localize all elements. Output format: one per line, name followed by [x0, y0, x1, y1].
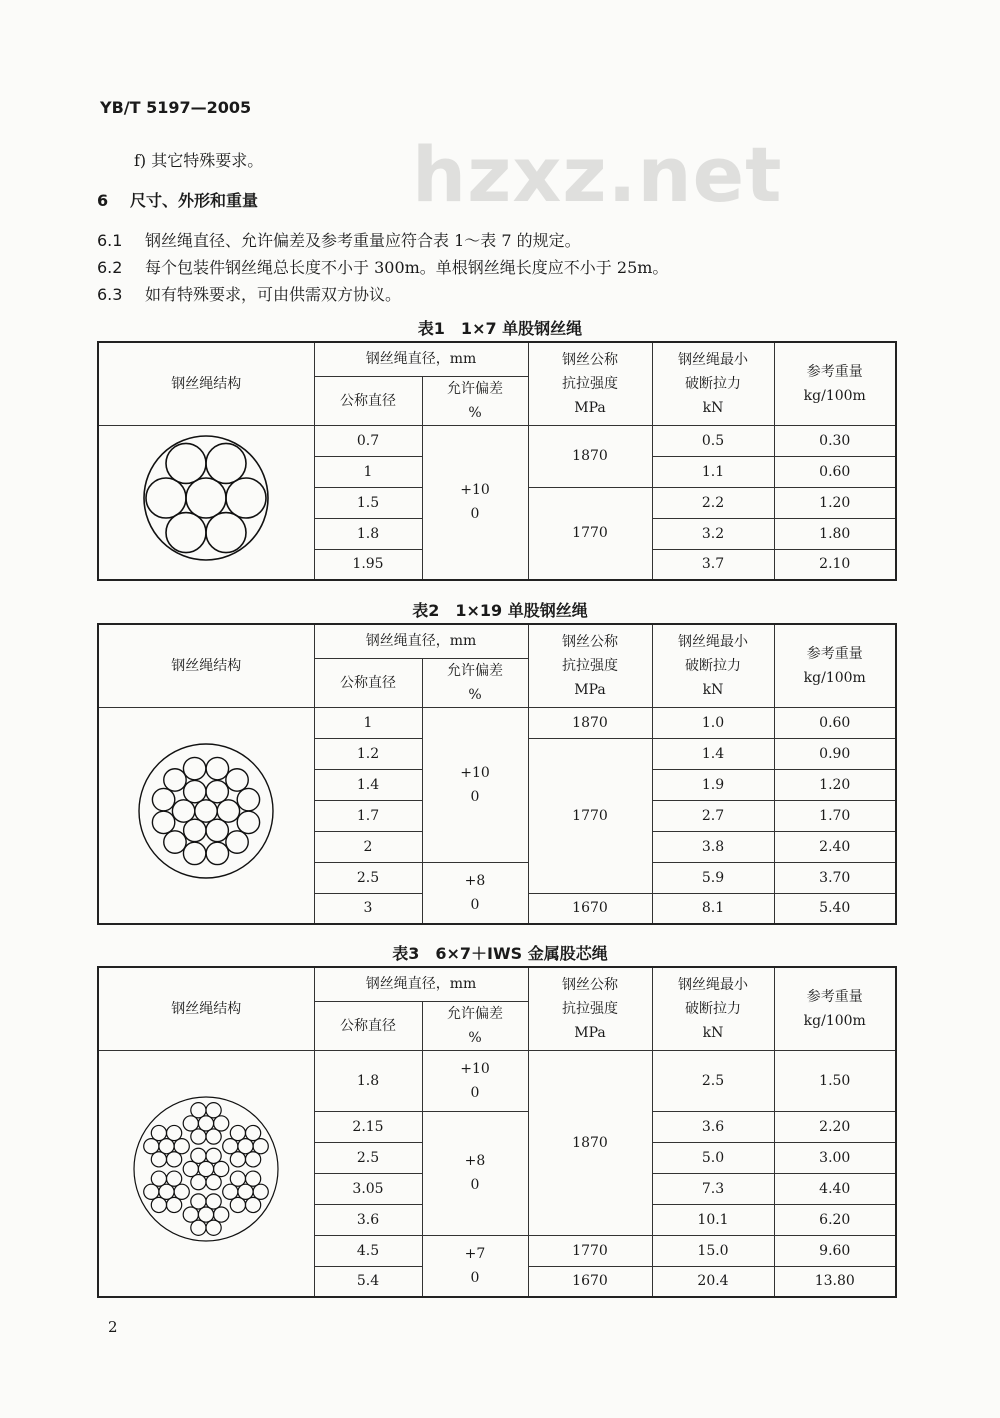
- table-cell: 3.7: [652, 549, 774, 580]
- wire: [206, 842, 228, 864]
- wire: [206, 781, 228, 803]
- wire: [153, 811, 175, 833]
- wire: [206, 1103, 221, 1118]
- table3: [97, 966, 897, 1298]
- table-cell: 1.7: [314, 800, 422, 831]
- table-cell: 1.80: [774, 518, 896, 549]
- wire: [164, 831, 186, 853]
- wire: [167, 1171, 182, 1186]
- table-cell: 6.20: [774, 1204, 896, 1235]
- section-heading: [97, 188, 258, 211]
- table-cell: 0.5: [652, 425, 774, 456]
- table2-structure-cell: [98, 707, 314, 924]
- clause-6-1: [97, 228, 581, 251]
- wire: [217, 800, 239, 822]
- watermark: hzxz.net: [412, 130, 783, 219]
- page-number: 2: [108, 1318, 118, 1336]
- table-cell-tolerance: +8 0: [422, 1111, 528, 1235]
- table-cell: 1870: [528, 707, 652, 738]
- table-cell: 1770: [528, 487, 652, 580]
- table-cell: 1.9: [652, 769, 774, 800]
- wire: [206, 1148, 221, 1163]
- clause-text: 如有特殊要求，可由供需双方协议。: [145, 285, 402, 304]
- wire: [167, 1198, 182, 1213]
- wire: [191, 1148, 206, 1163]
- header-tolerance: 允许偏差 %: [422, 1001, 528, 1050]
- table-cell: 10.1: [652, 1204, 774, 1235]
- wire: [231, 1171, 246, 1186]
- wire: [184, 781, 206, 803]
- wire: [184, 842, 206, 864]
- table-cell: 0.60: [774, 456, 896, 487]
- table-cell: 2.15: [314, 1111, 422, 1142]
- table-cell: 1: [314, 707, 422, 738]
- table-cell: 3.6: [652, 1111, 774, 1142]
- header-weight: 参考重量 kg/100m: [774, 342, 896, 425]
- table-cell: 0.7: [314, 425, 422, 456]
- wire: [206, 1220, 221, 1235]
- wire: [152, 1171, 167, 1186]
- table-cell-tolerance: +10 0: [422, 1050, 528, 1111]
- wire: [231, 1126, 246, 1141]
- table-cell: 1670: [528, 893, 652, 924]
- intro-item: f) 其它特殊要求。: [134, 151, 264, 170]
- clause-text: 每个包装件钢丝绳总长度不小于 300m。单根钢丝绳长度应不小于 25m。: [145, 258, 669, 277]
- table2-title: 表2 1×19 单股钢丝绳: [412, 601, 588, 620]
- wire: [206, 1175, 221, 1190]
- header-structure: 钢丝绳结构: [98, 624, 314, 707]
- table-cell: 2.2: [652, 487, 774, 518]
- table-cell: 4.5: [314, 1235, 422, 1266]
- table-cell: 1.4: [652, 738, 774, 769]
- table-cell: 2.10: [774, 549, 896, 580]
- table-cell: 1.2: [314, 738, 422, 769]
- table-cell: 1.70: [774, 800, 896, 831]
- wire: [246, 1152, 261, 1167]
- wire: [167, 1152, 182, 1167]
- table-cell-tolerance: +10 0: [422, 425, 528, 580]
- header-structure: 钢丝绳结构: [98, 342, 314, 425]
- clause-number: 6.1: [97, 231, 123, 250]
- header-weight: 参考重量 kg/100m: [774, 967, 896, 1050]
- header-diameter-group: 钢丝绳直径，mm: [314, 967, 528, 1001]
- wire: [237, 789, 259, 811]
- wire: [191, 1103, 206, 1118]
- table-cell: 7.3: [652, 1173, 774, 1204]
- table-cell: 1770: [528, 738, 652, 893]
- header-nominal: 公称直径: [314, 376, 422, 425]
- clause-6-2: [97, 255, 668, 278]
- wire: [206, 1194, 221, 1209]
- table1-title: 表1 1×7 单股钢丝绳: [417, 319, 583, 338]
- table-cell: 5.0: [652, 1142, 774, 1173]
- rope-6x7-iws-cross-section: [131, 1094, 281, 1244]
- clause-number: 6.2: [97, 258, 123, 277]
- table-cell: 15.0: [652, 1235, 774, 1266]
- wire: [173, 800, 195, 822]
- header-tolerance: 允许偏差 %: [422, 658, 528, 707]
- section-title: 尺寸、外形和重量: [130, 191, 259, 210]
- wire: [206, 758, 228, 780]
- wire: [246, 1171, 261, 1186]
- wire: [195, 800, 217, 822]
- table-cell: 13.80: [774, 1266, 896, 1297]
- section-number: 6: [97, 191, 109, 210]
- rope-1x7-cross-section: [141, 433, 271, 563]
- table-cell: 0.90: [774, 738, 896, 769]
- table-cell: 1870: [528, 1050, 652, 1235]
- table3-title: 表3 6×7＋IWS 金属股芯绳: [392, 944, 608, 963]
- header-diameter-group: 钢丝绳直径，mm: [314, 342, 528, 376]
- table-cell: 2.5: [314, 862, 422, 893]
- wire: [191, 1194, 206, 1209]
- table-cell: 1.20: [774, 769, 896, 800]
- wire: [167, 1126, 182, 1141]
- table1: [97, 341, 897, 581]
- table-cell: 2.7: [652, 800, 774, 831]
- table-cell: 1.0: [652, 707, 774, 738]
- table-cell: 8.1: [652, 893, 774, 924]
- table-cell: 3.6: [314, 1204, 422, 1235]
- header-strength: 钢丝公称 抗拉强度 MPa: [528, 342, 652, 425]
- rope-outline: [134, 1097, 278, 1241]
- wire: [206, 819, 228, 841]
- header-diameter-group: 钢丝绳直径，mm: [314, 624, 528, 658]
- wire: [246, 1198, 261, 1213]
- wire: [164, 769, 186, 791]
- table-cell-tolerance: +7 0: [422, 1235, 528, 1297]
- header-weight: 参考重量 kg/100m: [774, 624, 896, 707]
- wire: [237, 811, 259, 833]
- table-cell: 3: [314, 893, 422, 924]
- table-cell: 1.4: [314, 769, 422, 800]
- table-cell: 5.9: [652, 862, 774, 893]
- table-cell: 1.5: [314, 487, 422, 518]
- header-nominal: 公称直径: [314, 1001, 422, 1050]
- table3-structure-cell: [98, 1050, 314, 1297]
- rope-1x19-cross-section: [136, 741, 276, 881]
- header-nominal: 公称直径: [314, 658, 422, 707]
- header-force: 钢丝绳最小 破断拉力 kN: [652, 967, 774, 1050]
- wire: [184, 819, 206, 841]
- table-cell: 1770: [528, 1235, 652, 1266]
- wire: [226, 769, 248, 791]
- table-cell: 2.40: [774, 831, 896, 862]
- table-cell: 1.8: [314, 1050, 422, 1111]
- table-cell: 20.4: [652, 1266, 774, 1297]
- header-force: 钢丝绳最小 破断拉力 kN: [652, 342, 774, 425]
- table-cell: 4.40: [774, 1173, 896, 1204]
- clause-number: 6.3: [97, 285, 123, 304]
- table-cell: 2.20: [774, 1111, 896, 1142]
- table-cell: 0.30: [774, 425, 896, 456]
- table-cell: 1670: [528, 1266, 652, 1297]
- header-strength: 钢丝公称 抗拉强度 MPa: [528, 624, 652, 707]
- table-cell: 3.00: [774, 1142, 896, 1173]
- table-cell: 1: [314, 456, 422, 487]
- header-force: 钢丝绳最小 破断拉力 kN: [652, 624, 774, 707]
- clause-6-3: [97, 282, 401, 305]
- rope-outline: [139, 744, 273, 878]
- wire: [153, 789, 175, 811]
- clause-text: 钢丝绳直径、允许偏差及参考重量应符合表 1～表 7 的规定。: [145, 231, 581, 250]
- table-cell: 2.5: [314, 1142, 422, 1173]
- table-cell: 1.95: [314, 549, 422, 580]
- table-cell: 1.20: [774, 487, 896, 518]
- table-cell: 3.2: [652, 518, 774, 549]
- header-tolerance: 允许偏差 %: [422, 376, 528, 425]
- wire: [206, 1129, 221, 1144]
- table-cell-tolerance: +8 0: [422, 862, 528, 924]
- table-cell: 0.60: [774, 707, 896, 738]
- table-cell-tolerance: +10 0: [422, 707, 528, 862]
- table-cell: 5.4: [314, 1266, 422, 1297]
- table-cell: 1.50: [774, 1050, 896, 1111]
- wire: [246, 1126, 261, 1141]
- table1-structure-cell: [98, 425, 314, 580]
- table-cell: 3.8: [652, 831, 774, 862]
- table-cell: 3.05: [314, 1173, 422, 1204]
- table-cell: 2.5: [652, 1050, 774, 1111]
- wire: [184, 758, 206, 780]
- table-cell: 3.70: [774, 862, 896, 893]
- header-structure: 钢丝绳结构: [98, 967, 314, 1050]
- table2: [97, 623, 897, 925]
- header-strength: 钢丝公称 抗拉强度 MPa: [528, 967, 652, 1050]
- table-cell: 1.8: [314, 518, 422, 549]
- document-code: YB/T 5197—2005: [100, 98, 252, 117]
- wire: [226, 831, 248, 853]
- table-cell: 1.1: [652, 456, 774, 487]
- table-cell: 1870: [528, 425, 652, 487]
- table-cell: 5.40: [774, 893, 896, 924]
- table-cell: 2: [314, 831, 422, 862]
- table-cell: 9.60: [774, 1235, 896, 1266]
- wire: [152, 1126, 167, 1141]
